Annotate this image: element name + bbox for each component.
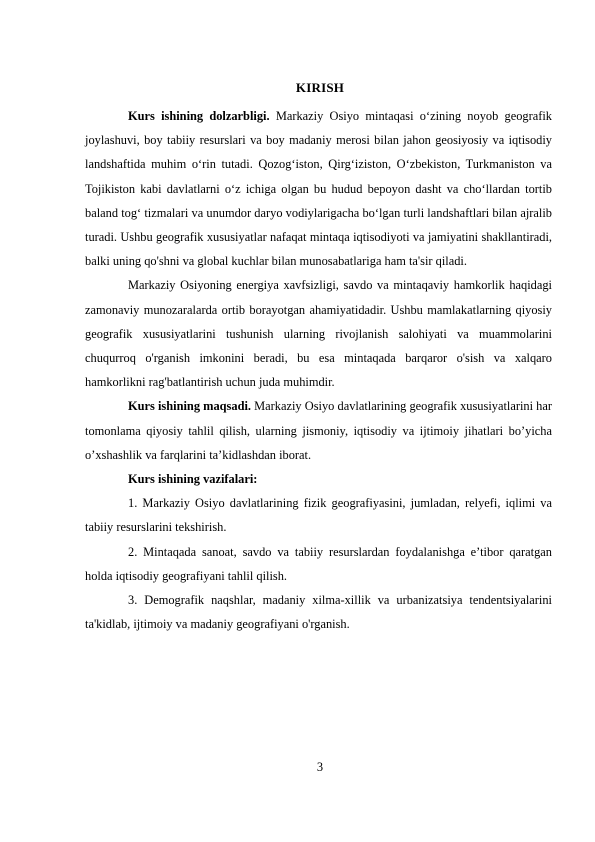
paragraph-relevance <box>85 104 552 273</box>
document-body <box>85 104 552 636</box>
paragraph-importance: Markaziy Osiyoning energiya xavfsizligi, savdo va mintaqaviy hamkorlik haqidagi zamonaviy munozaralarda ortib borayotgan ahamiyatidadir. Ushbu mamlakatlarning qiyosiy geografik xususiyatlarini tushunish ularning rivojlanish salohiyati va muammolarini chuqurroq o'rganish imkonini beradi, bu esa mintaqada barqaror o'sish va xalqaro hamkorlikni rag'batlantirish uchun juda muhimdir. <box>85 278 552 390</box>
task-item-2: 2. Mintaqada sanoat, savdo va tabiiy resurslardan foydalanishga e’tibor qaratgan holda iqtisodiy geografiyani tahlil qilish. <box>85 544 552 583</box>
paragraph-goal <box>85 394 552 467</box>
page-title: KIRISH <box>295 80 345 95</box>
task-item-1: 1. Markaziy Osiyo davlatlarining fizik geografiyasini, jumladan, relyefi, iqlimi va tabiiy resurslarini tekshirish. <box>85 496 552 535</box>
goal-heading: Kurs ishining maqsadi. <box>128 399 252 414</box>
goal-text: Markaziy Osiyo davlatlarining geografik xususiyatlarini har tomonlama qiyosiy tahlil qilish, ularning jismoniy, iqtisodiy va ijtimoiy jihatlari bo’yicha o’xshashlik va farqlarini ta’kidlashdan iborat. <box>85 399 553 462</box>
relevance-text: Markaziy Osiyo mintaqasi o‘zining noyob geografik joylashuvi, boy tabiiy resurslari va boy madaniy merosi bilan jahon geosiyosiy va iqtisodiy landshaftida muhim o‘rin tutadi. Qozog‘iston, Qirg‘iziston, O‘zbekiston, Turkmaniston va Tojikiston kabi davlatlarni o‘z ichiga olgan bu hudud bepoyon dasht va cho‘llardan tortib baland tog‘ tizmalari va unumdor daryo vodiylarigacha bo‘lgan turli landshaftlari bilan ajralib turadi. Ushbu geografik xususiyatlar nafaqat mintaqa iqtisodiyoti va jamiyatini shakllantiradi, balki uning qo'shni va global kuchlar bilan munosabatlariga ham ta'sir qiladi. <box>85 109 552 269</box>
task-item-3: 3. Demografik naqshlar, madaniy xilma-xillik va urbanizatsiya tendentsiyalarini ta'kidlab, ijtimoiy va madaniy geografiyani o'rganish. <box>85 593 552 632</box>
relevance-heading: Kurs ishining dolzarbligi. <box>128 109 270 123</box>
page-number: 3 <box>316 760 324 774</box>
tasks-heading: Kurs ishining vazifalari: <box>128 472 258 487</box>
